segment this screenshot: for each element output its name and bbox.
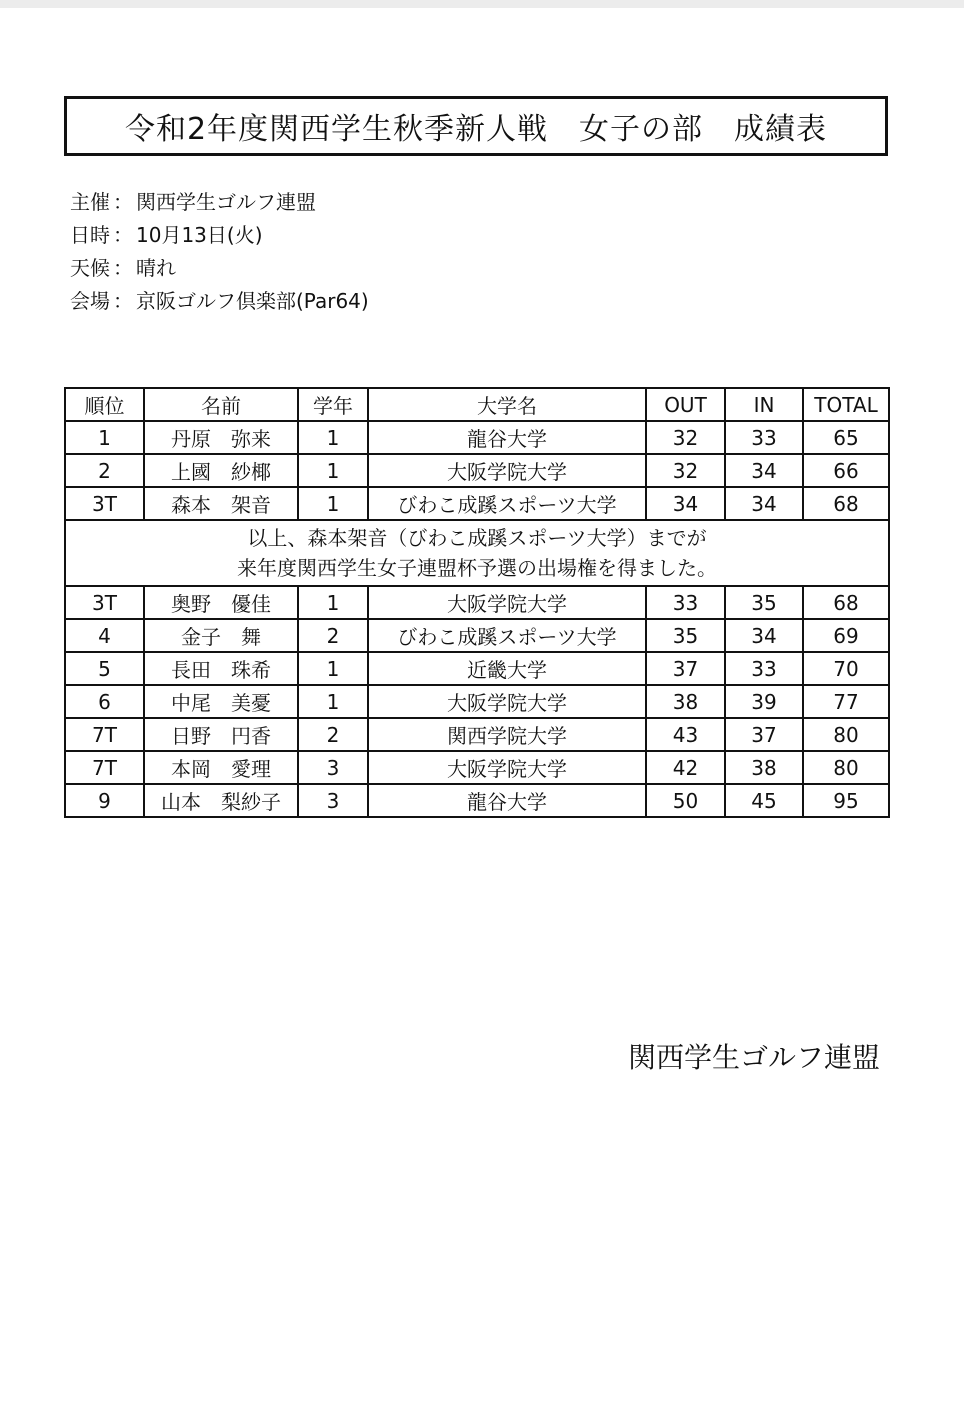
- table-row: [65, 718, 889, 751]
- header-university: 大学名: [368, 388, 646, 421]
- cell-grade: 3: [298, 784, 368, 817]
- header-grade: 学年: [298, 388, 368, 421]
- cell-university: 大阪学院大学: [368, 586, 646, 619]
- cell-university: 龍谷大学: [368, 784, 646, 817]
- cell-rank: 2: [65, 454, 144, 487]
- cell-out: 35: [646, 619, 725, 652]
- event-info: [70, 186, 369, 318]
- cell-rank: 1: [65, 421, 144, 454]
- info-value: 京阪ゴルフ倶楽部(Par64): [136, 289, 369, 313]
- cell-in: 34: [725, 454, 803, 487]
- cell-rank: 7T: [65, 751, 144, 784]
- header-name: 名前: [144, 388, 298, 421]
- cell-out: 32: [646, 421, 725, 454]
- info-label: 日時: [70, 223, 110, 247]
- info-label: 主催: [70, 190, 110, 214]
- cell-total: 70: [803, 652, 889, 685]
- cell-name: 長田 珠希: [144, 652, 298, 685]
- cell-in: 33: [725, 421, 803, 454]
- cell-name: 中尾 美憂: [144, 685, 298, 718]
- cell-name: 山本 梨紗子: [144, 784, 298, 817]
- table-row: [65, 751, 889, 784]
- cell-in: 38: [725, 751, 803, 784]
- qualification-note-row: [65, 520, 889, 586]
- cell-total: 80: [803, 718, 889, 751]
- cell-total: 80: [803, 751, 889, 784]
- table-row: [65, 487, 889, 520]
- top-bar: [0, 0, 964, 8]
- cell-out: 32: [646, 454, 725, 487]
- footer-organizer: 関西学生ゴルフ連盟: [627, 1041, 880, 1074]
- cell-in: 35: [725, 586, 803, 619]
- cell-out: 50: [646, 784, 725, 817]
- cell-in: 33: [725, 652, 803, 685]
- cell-total: 95: [803, 784, 889, 817]
- cell-rank: 5: [65, 652, 144, 685]
- cell-university: びわこ成蹊スポーツ大学: [368, 487, 646, 520]
- header-in: IN: [725, 388, 803, 421]
- cell-university: 大阪学院大学: [368, 751, 646, 784]
- cell-name: 金子 舞: [144, 619, 298, 652]
- info-separator: ：: [113, 223, 133, 247]
- cell-grade: 1: [298, 652, 368, 685]
- cell-name: 日野 円香: [144, 718, 298, 751]
- cell-total: 68: [803, 586, 889, 619]
- info-organizer: [70, 186, 369, 219]
- cell-university: びわこ成蹊スポーツ大学: [368, 619, 646, 652]
- info-separator: ：: [113, 190, 133, 214]
- cell-grade: 1: [298, 487, 368, 520]
- cell-name: 本岡 愛理: [144, 751, 298, 784]
- note-line-1: 以上、森本架音（びわこ成蹊スポーツ大学）までが: [247, 526, 707, 550]
- qualification-note: [65, 520, 889, 586]
- cell-total: 66: [803, 454, 889, 487]
- note-line-2: 来年度関西学生女子連盟杯予選の出場権を得ました。: [237, 556, 717, 580]
- info-value: 10月13日(火): [136, 223, 263, 247]
- cell-university: 大阪学院大学: [368, 454, 646, 487]
- table-row: [65, 652, 889, 685]
- cell-grade: 2: [298, 718, 368, 751]
- cell-grade: 1: [298, 685, 368, 718]
- info-label: 会場: [70, 289, 110, 313]
- cell-in: 45: [725, 784, 803, 817]
- info-date: [70, 219, 369, 252]
- info-weather: [70, 252, 369, 285]
- cell-out: 38: [646, 685, 725, 718]
- cell-grade: 1: [298, 586, 368, 619]
- table-row: [65, 685, 889, 718]
- cell-rank: 7T: [65, 718, 144, 751]
- cell-rank: 9: [65, 784, 144, 817]
- cell-out: 33: [646, 586, 725, 619]
- cell-out: 43: [646, 718, 725, 751]
- cell-total: 65: [803, 421, 889, 454]
- results-table: [64, 387, 890, 818]
- cell-out: 42: [646, 751, 725, 784]
- cell-name: 丹原 弥来: [144, 421, 298, 454]
- cell-total: 68: [803, 487, 889, 520]
- cell-in: 34: [725, 619, 803, 652]
- cell-name: 上國 紗椰: [144, 454, 298, 487]
- cell-rank: 3T: [65, 487, 144, 520]
- cell-total: 77: [803, 685, 889, 718]
- table-row: [65, 454, 889, 487]
- info-value: 晴れ: [136, 256, 176, 280]
- cell-grade: 1: [298, 421, 368, 454]
- cell-in: 39: [725, 685, 803, 718]
- info-venue: [70, 285, 369, 318]
- cell-name: 森本 架音: [144, 487, 298, 520]
- cell-university: 龍谷大学: [368, 421, 646, 454]
- cell-rank: 4: [65, 619, 144, 652]
- table-row: [65, 619, 889, 652]
- header-rank: 順位: [65, 388, 144, 421]
- info-value: 関西学生ゴルフ連盟: [136, 190, 316, 214]
- cell-in: 37: [725, 718, 803, 751]
- cell-grade: 2: [298, 619, 368, 652]
- cell-rank: 3T: [65, 586, 144, 619]
- cell-university: 大阪学院大学: [368, 685, 646, 718]
- cell-name: 奥野 優佳: [144, 586, 298, 619]
- cell-university: 近畿大学: [368, 652, 646, 685]
- cell-out: 34: [646, 487, 725, 520]
- header-out: OUT: [646, 388, 725, 421]
- cell-university: 関西学院大学: [368, 718, 646, 751]
- page-title: 令和2年度関西学生秋季新人戦 女子の部 成績表: [124, 112, 828, 147]
- table-row: [65, 586, 889, 619]
- info-label: 天候: [70, 256, 110, 280]
- cell-rank: 6: [65, 685, 144, 718]
- cell-in: 34: [725, 487, 803, 520]
- title-box: [64, 96, 888, 156]
- cell-out: 37: [646, 652, 725, 685]
- cell-grade: 1: [298, 454, 368, 487]
- info-separator: ：: [113, 256, 133, 280]
- cell-total: 69: [803, 619, 889, 652]
- info-separator: ：: [113, 289, 133, 313]
- cell-grade: 3: [298, 751, 368, 784]
- table-row: [65, 421, 889, 454]
- table-header-row: [65, 388, 889, 421]
- table-row: [65, 784, 889, 817]
- header-total: TOTAL: [803, 388, 889, 421]
